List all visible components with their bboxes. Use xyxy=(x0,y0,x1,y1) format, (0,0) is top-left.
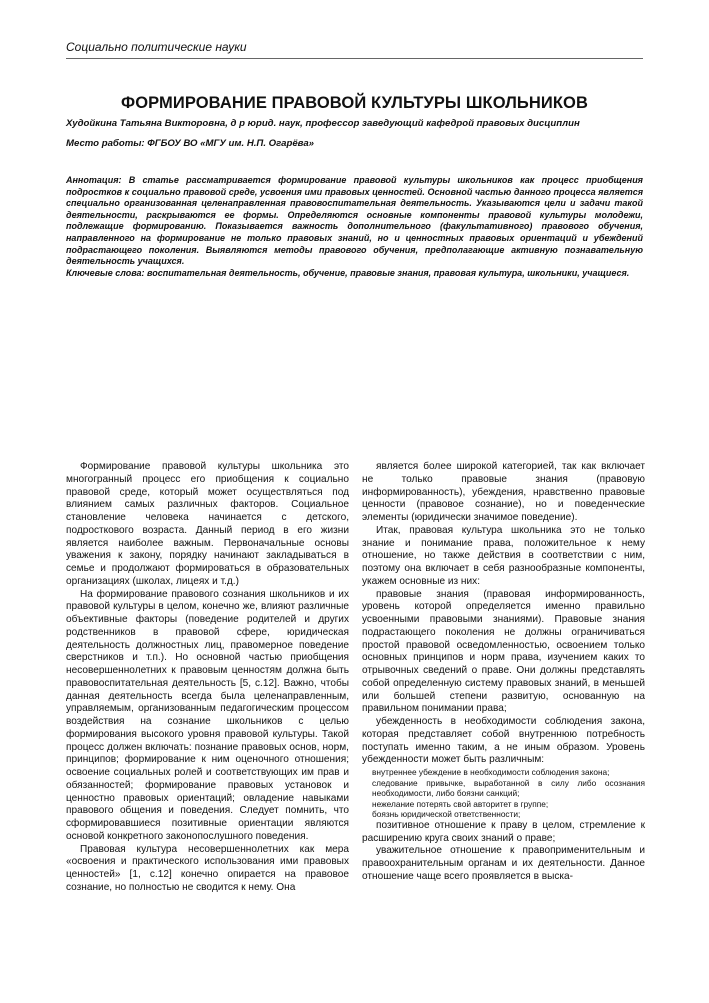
body-column-right xyxy=(362,461,645,884)
article-title: ФОРМИРОВАНИЕ ПРАВОВОЙ КУЛЬТУРЫ ШКОЛЬНИКОВ xyxy=(121,94,588,112)
paragraph: является более широкой категорией, так как включает не только правовые знания (правовую информированность), убеждения, нравственно правовые ценности (правовое сознание), но и поведенческие элементы (юридически значимое поведение). xyxy=(362,461,645,523)
paragraph: На формирование правового сознания школьников и их правовой культуры в целом, конечно же, влияют различные объективные факторы (поведение родителей и других родственников в правовой сфере, юридическая деятельность должностных лиц, правомерное поведение сверстников и т.п.). Но основной частью приобщения несовершеннолетних к правовым ценностям должна быть правовоспитательная деятельность [5, с.12]. Важно, чтобы данная деятельность всегда была целенаправленным, управляемым, организованным педагогическим процессом воздействия на сознание школьников с целью формирования высокого уровня правовой культуры. Такой процесс должен включать: познание правовых основ, норм, принципов; формирование к ним оценочного отношения; освоение социальных ролей и соответствующих им прав и обязанностей; формирование правовых установок и ценностно правовых ориентаций; овладение навыками правового общения и поведения. Следует помнить, что сформировавшиеся позитивные ориентации являются основой конкретного законопослушного поведения. xyxy=(66,588,349,842)
paragraph: Формирование правовой культуры школьника это многогранный процесс его приобщения к социально правовой среде, который может осуществляться под влиянием самых различных факторов. Социальное становление человека начинается с детского, подросткового возраста. Данный период в его жизни является наиболее важным. Первоначальные основы уважения к закону, порядку начинают закладываться в семье и продолжают формироваться в образовательных организациях (школах, лицеях и т.д.) xyxy=(66,461,349,587)
paragraph: правовые знания (правовая информированность, уровень которой определяется именно правильно усвоенными правовыми знаниями). Правовые знания подрастающего поколения не должны ограничиваться простой правовой осведомленностью, освоением только основных принципов и норм права, изучением каких то отрывочных сведений о праве. Они должны представлять собой определенную систему правовых знаний, в меньшей или большей степени развитую, основанную на правильном понимании права; xyxy=(362,588,645,715)
abstract: Аннотация: В статье рассматривается формирование правовой культуры школьников как процесс приобщения подростков к социально правовой среде, усвоения ими правовых ценностей. Основной частью данного процесса является специально организованная целенаправленная правовоспитательная деятельность. Указываются цели и задачи такой деятельности, раскрываются ее формы. Определяются основные компоненты правовой культуры молодежи, подлежащие формированию. Показывается важность дополнительного (факультативного) правового обучения, направленного на формирование не только правовых знаний, но и ценностных правовых ориентаций и убеждений подрастающего поколения. Выявляются методы правового обучения, предполагающие активную познавательную деятельность учащихся. xyxy=(66,175,643,267)
keywords: Ключевые слова: воспитательная деятельность, обучение, правовые знания, правовая культура, школьники, учащиеся. xyxy=(66,268,630,278)
body-column-left xyxy=(66,461,349,895)
paragraph: Правовая культура несовершеннолетних как мера «освоения и практического использования ими правовых ценностей» [1, с.12] конечно опирается на правовое сознание, но полностью не сводится к нему. Она xyxy=(66,843,349,893)
paragraph: позитивное отношение к праву в целом, стремление к расширению круга своих знаний о праве; xyxy=(362,819,645,844)
list-item: следование привычке, выработанной в силу либо осознания необходимости, либо боязни санкций; xyxy=(372,777,645,799)
running-header: Социально политические науки xyxy=(66,40,247,54)
workplace-line: Место работы: ФГБОУ ВО «МГУ им. Н.П. Огарёва» xyxy=(66,138,314,149)
paragraph: Итак, правовая культура школьника это не только знание и понимание права, положительное к нему отношение, но также действия в соответствии с ним, поэтому она включает в себя разнообразные компоненты, укажем основные из них: xyxy=(362,524,645,587)
header-divider xyxy=(66,58,643,59)
author-line: Худойкина Татьяна Викторовна, д р юрид. наук, профессор заведующий кафедрой правовых дисциплин xyxy=(66,118,580,129)
list-item: внутреннее убеждение в необходимости соблюдения закона; xyxy=(372,767,610,777)
list-item: нежелание потерять свой авторитет в группе; xyxy=(372,798,549,809)
list-item: боязнь юридической ответственности; xyxy=(372,809,521,820)
paragraph: убежденность в необходимости соблюдения закона, которая представляет собой внутреннюю потребность поступать именно таким, а не иным образом. Уровень убежденности может быть различным: xyxy=(362,716,645,766)
paragraph: уважительное отношение к правоприменительным и правоохранительным органам и их деятельности. Данное отношение чаще всего проявляется в выска- xyxy=(362,845,645,882)
